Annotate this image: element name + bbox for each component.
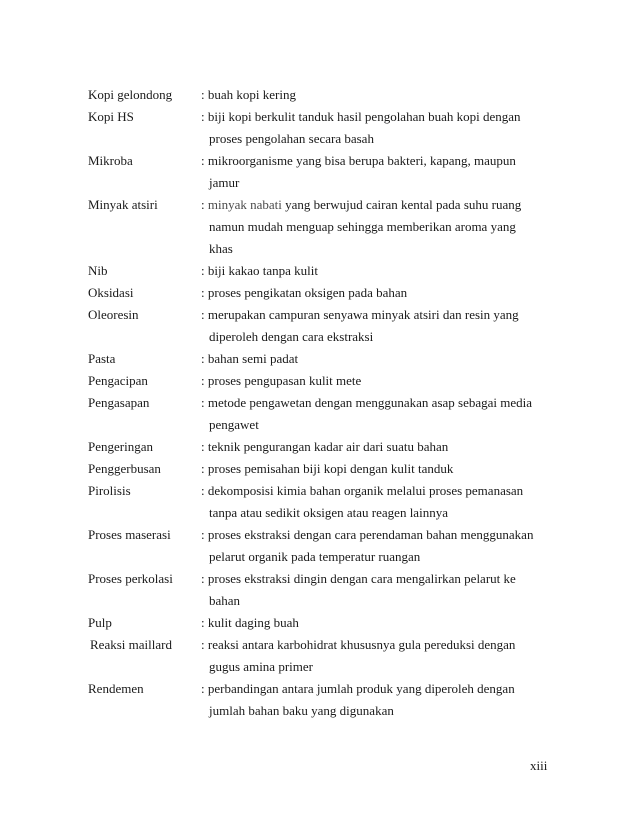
glossary-definition bbox=[201, 480, 565, 524]
glossary-definition bbox=[201, 612, 565, 634]
glossary-term: Pengeringan bbox=[88, 439, 153, 454]
glossary-term: Rendemen bbox=[88, 681, 144, 696]
glossary-definition bbox=[201, 678, 565, 722]
definition-line: : kulit daging buah bbox=[201, 615, 299, 630]
glossary-definition bbox=[201, 304, 565, 348]
glossary-entry bbox=[88, 458, 568, 480]
definition-line: : dekomposisi kimia bahan organik melalui proses pemanasan bbox=[201, 483, 524, 498]
definition-line: namun mudah menguap sehingga memberikan aroma yang bbox=[209, 219, 516, 234]
definition-line: : proses pengupasan kulit mete bbox=[201, 373, 362, 388]
glossary-term: Oleoresin bbox=[88, 307, 139, 322]
definition-line: tanpa atau sedikit oksigen atau reagen lainnya bbox=[209, 505, 448, 520]
glossary-term: Pulp bbox=[88, 615, 112, 630]
definition-line: : metode pengawetan dengan menggunakan asap sebagai media bbox=[201, 395, 533, 410]
glossary-entry bbox=[88, 524, 568, 568]
glossary-entry bbox=[88, 260, 568, 282]
glossary-term: Nib bbox=[88, 263, 108, 278]
glossary-definition bbox=[201, 282, 565, 304]
definition-line: : biji kopi berkulit tanduk hasil pengolahan buah kopi dengan bbox=[201, 109, 521, 124]
glossary-entry bbox=[88, 106, 568, 150]
glossary-definition bbox=[201, 260, 565, 282]
page-number: xiii bbox=[530, 758, 548, 773]
glossary-definition bbox=[201, 106, 565, 150]
glossary-entry bbox=[88, 282, 568, 304]
glossary-term: Pengacipan bbox=[88, 373, 148, 388]
glossary-entry bbox=[88, 392, 568, 436]
glossary-definition bbox=[201, 150, 565, 194]
glossary-term: Proses maserasi bbox=[88, 527, 171, 542]
definition-line: pelarut organik pada temperatur ruangan bbox=[209, 549, 421, 564]
glossary-term: Penggerbusan bbox=[88, 461, 161, 476]
glossary-entry bbox=[88, 194, 568, 260]
glossary-definition bbox=[201, 524, 565, 568]
definition-line: proses pengolahan secara basah bbox=[209, 131, 374, 146]
glossary-entry bbox=[88, 348, 568, 370]
glossary-list bbox=[88, 84, 568, 722]
glossary-definition bbox=[201, 634, 565, 678]
definition-line: pengawet bbox=[209, 417, 259, 432]
definition-line bbox=[201, 194, 565, 216]
glossary-definition bbox=[201, 348, 565, 370]
glossary-entry bbox=[88, 150, 568, 194]
definition-suffix: yang berwujud cairan kental pada suhu ruang bbox=[281, 197, 522, 212]
glossary-term: Pengasapan bbox=[88, 395, 150, 410]
definition-line: : perbandingan antara jumlah produk yang diperoleh dengan bbox=[201, 681, 515, 696]
glossary-definition bbox=[201, 84, 565, 106]
glossary-entry bbox=[88, 568, 568, 612]
definition-line: : proses ekstraksi dingin dengan cara mengalirkan pelarut ke bbox=[201, 571, 516, 586]
glossary-term: Pirolisis bbox=[88, 483, 131, 498]
glossary-term: Minyak atsiri bbox=[88, 197, 158, 212]
glossary-definition bbox=[201, 370, 565, 392]
glossary-definition bbox=[201, 194, 565, 260]
glossary-term: Kopi gelondong bbox=[88, 87, 173, 102]
glossary-definition bbox=[201, 392, 565, 436]
definition-line: jamur bbox=[209, 175, 240, 190]
glossary-term: Pasta bbox=[88, 351, 116, 366]
glossary-entry bbox=[88, 678, 568, 722]
glossary-term: Oksidasi bbox=[88, 285, 134, 300]
definition-line: : proses pengikatan oksigen pada bahan bbox=[201, 285, 408, 300]
highlighted-term: minyak nabati bbox=[207, 197, 282, 212]
definition-line: khas bbox=[209, 241, 233, 256]
definition-line: jumlah bahan baku yang digunakan bbox=[209, 703, 394, 718]
definition-line: diperoleh dengan cara ekstraksi bbox=[209, 329, 374, 344]
definition-line: gugus amina primer bbox=[209, 659, 313, 674]
glossary-term: Reaksi maillard bbox=[90, 637, 172, 652]
definition-prefix: : bbox=[201, 197, 208, 212]
definition-line: : reaksi antara karbohidrat khususnya gula pereduksi dengan bbox=[201, 637, 516, 652]
glossary-definition bbox=[201, 436, 565, 458]
glossary-entry bbox=[88, 84, 568, 106]
glossary-entry bbox=[88, 370, 568, 392]
definition-line: : biji kakao tanpa kulit bbox=[201, 263, 318, 278]
definition-line: bahan bbox=[209, 593, 241, 608]
definition-line: : bahan semi padat bbox=[201, 351, 299, 366]
glossary-entry bbox=[88, 612, 568, 634]
glossary-definition bbox=[201, 458, 565, 480]
glossary-entry bbox=[88, 480, 568, 524]
definition-line: : proses pemisahan biji kopi dengan kulit tanduk bbox=[201, 461, 454, 476]
glossary-entry bbox=[88, 634, 568, 678]
glossary-term: Kopi HS bbox=[88, 109, 134, 124]
glossary-term: Proses perkolasi bbox=[88, 571, 173, 586]
glossary-entry bbox=[88, 304, 568, 348]
definition-line: : teknik pengurangan kadar air dari suatu bahan bbox=[201, 439, 449, 454]
definition-line: : buah kopi kering bbox=[201, 87, 296, 102]
definition-line: : merupakan campuran senyawa minyak atsiri dan resin yang bbox=[201, 307, 519, 322]
glossary-term: Mikroba bbox=[88, 153, 133, 168]
glossary-definition bbox=[201, 568, 565, 612]
definition-line: : proses ekstraksi dengan cara perendaman bahan menggunakan bbox=[201, 527, 534, 542]
definition-line: : mikroorganisme yang bisa berupa bakteri, kapang, maupun bbox=[201, 153, 516, 168]
glossary-entry bbox=[88, 436, 568, 458]
